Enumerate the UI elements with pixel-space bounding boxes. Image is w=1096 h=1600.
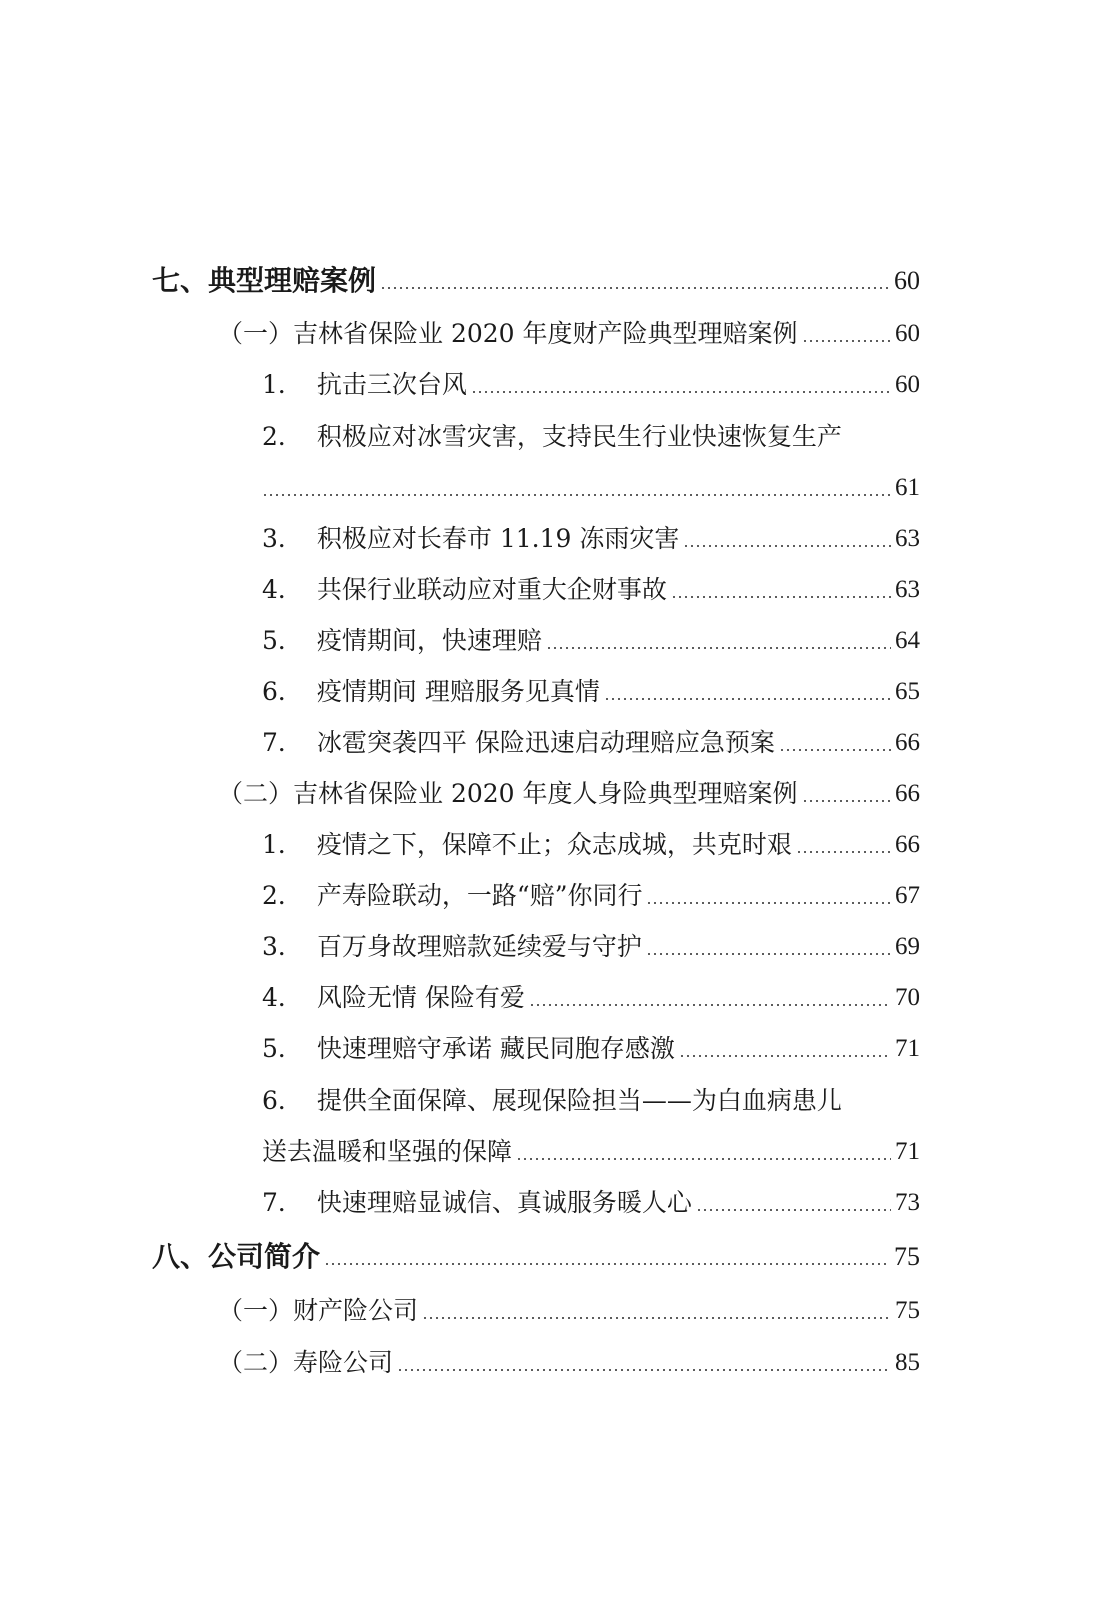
toc-entry-title: （一）吉林省保险业 2020 年度财产险典型理赔案例	[218, 319, 798, 348]
dot-leader	[471, 391, 891, 393]
dot-leader	[516, 1158, 891, 1160]
toc-entry-page: 71	[895, 1035, 920, 1062]
toc-entry-section-7[interactable]	[152, 252, 920, 296]
toc-entry-title: 风险无情 保险有爱	[316, 983, 525, 1012]
toc-entry-7-2[interactable]	[218, 765, 920, 809]
toc-entry-number: 5．	[262, 626, 303, 655]
toc-entry-title: 疫情之下，保障不止；众志成城，共克时艰	[316, 830, 792, 859]
toc-entry-page: 75	[894, 1242, 920, 1271]
toc-entry-page: 71	[895, 1138, 920, 1165]
toc-entry-title: 快速理赔守承诺 藏民同胞存感激	[316, 1034, 675, 1063]
toc-entry-page: 85	[895, 1349, 920, 1376]
toc-entry-section-8[interactable]	[152, 1228, 920, 1272]
toc-entry-title: 积极应对长春市 11.19 冻雨灾害	[316, 524, 680, 553]
toc-entry-7-2-7[interactable]	[262, 1174, 920, 1218]
toc-entry-7-1-7[interactable]	[262, 714, 920, 758]
toc-entry-page: 70	[895, 984, 920, 1011]
toc-entry-number: 3．	[262, 932, 303, 961]
toc-entry-number: 5．	[262, 1034, 303, 1063]
toc-entry-number: 4．	[262, 575, 303, 604]
dot-leader	[397, 1369, 891, 1371]
toc-entry-title: 积极应对冰雪灾害，支持民生行业快速恢复生产	[316, 422, 842, 451]
toc-entry-page: 66	[895, 831, 920, 858]
toc-entry-page: 73	[895, 1189, 920, 1216]
toc-entry-7-2-1[interactable]	[262, 816, 920, 860]
toc-entry-title: 八、公司简介	[152, 1240, 321, 1273]
toc-entry-8-1[interactable]	[218, 1282, 920, 1326]
toc-entry-number: 6．	[262, 677, 303, 706]
toc-entry-7-2-2[interactable]	[262, 867, 920, 911]
toc-entry-number: 7．	[262, 1188, 303, 1217]
toc-entry-7-1-2-line1[interactable]	[262, 408, 842, 452]
toc-entry-7-2-6-line1[interactable]	[262, 1072, 842, 1116]
toc-entry-number: 1．	[262, 370, 303, 399]
toc-entry-7-2-3[interactable]	[262, 918, 920, 962]
toc-entry-7-1[interactable]	[218, 305, 920, 349]
toc-entry-page: 65	[895, 678, 920, 705]
toc-entry-title: 产寿险联动，一路“赔”你同行	[316, 881, 643, 910]
toc-entry-title: 抗击三次台风	[316, 370, 467, 399]
dot-leader	[679, 1055, 891, 1057]
toc-entry-page: 67	[895, 882, 920, 909]
toc-entry-number: 6．	[262, 1086, 303, 1115]
toc-entry-7-2-5[interactable]	[262, 1020, 920, 1064]
toc-entry-page: 66	[895, 780, 920, 807]
toc-entry-7-1-2-line2[interactable]	[262, 459, 920, 503]
toc-entry-7-1-6[interactable]	[262, 663, 920, 707]
dot-leader	[529, 1004, 891, 1006]
toc-entry-page: 63	[895, 525, 920, 552]
dot-leader	[802, 800, 891, 802]
toc-entry-number: 4．	[262, 983, 303, 1012]
toc-entry-number: 3．	[262, 524, 303, 553]
toc-entry-page: 69	[895, 933, 920, 960]
toc-entry-page: 61	[895, 474, 920, 501]
toc-entry-title: 冰雹突袭四平 保险迅速启动理赔应急预案	[316, 728, 775, 757]
toc-entry-7-1-1[interactable]	[262, 356, 920, 400]
toc-entry-title: 疫情期间 理赔服务见真情	[316, 677, 600, 706]
toc-entry-page: 75	[895, 1297, 920, 1324]
dot-leader	[546, 647, 891, 649]
toc-entry-page: 60	[894, 266, 920, 295]
toc-entry-page: 63	[895, 576, 920, 603]
toc-entry-7-2-6-line2[interactable]	[262, 1123, 920, 1167]
dot-leader	[779, 749, 891, 751]
toc-entry-title: 共保行业联动应对重大企财事故	[316, 575, 667, 604]
toc-entry-number: 2．	[262, 422, 303, 451]
toc-entry-title: 快速理赔显诚信、真诚服务暖人心	[316, 1188, 692, 1217]
toc-entry-page: 66	[895, 729, 920, 756]
toc-entry-7-2-4[interactable]	[262, 969, 920, 1013]
dot-leader	[324, 1263, 890, 1265]
toc-entry-page: 60	[895, 320, 920, 347]
toc-entry-7-1-5[interactable]	[262, 612, 920, 656]
dot-leader	[696, 1209, 891, 1211]
toc-entry-title: 百万身故理赔款延续爱与守护	[316, 932, 642, 961]
toc-entry-title: （一）财产险公司	[218, 1296, 419, 1325]
toc-entry-page: 60	[895, 371, 920, 398]
toc-entry-title: 七、典型理赔案例	[152, 264, 377, 297]
dot-leader	[646, 953, 891, 955]
toc-entry-page: 64	[895, 627, 920, 654]
dot-leader	[646, 902, 891, 904]
toc-entry-8-2[interactable]	[218, 1334, 920, 1378]
dot-leader	[683, 545, 891, 547]
toc-entry-title: （二）吉林省保险业 2020 年度人身险典型理赔案例	[218, 779, 798, 808]
toc-entry-number: 2．	[262, 881, 303, 910]
dot-leader	[796, 851, 891, 853]
toc-entry-number: 1．	[262, 830, 303, 859]
dot-leader	[422, 1317, 891, 1319]
toc-entry-number: 7．	[262, 728, 303, 757]
dot-leader	[262, 494, 891, 496]
toc-entry-title: 提供全面保障、展现保险担当——为白血病患儿	[316, 1086, 842, 1115]
dot-leader	[671, 596, 891, 598]
toc-entry-7-1-4[interactable]	[262, 561, 920, 605]
toc-entry-title: （二）寿险公司	[218, 1348, 394, 1377]
toc-entry-title: 疫情期间，快速理赔	[316, 626, 542, 655]
toc-entry-7-1-3[interactable]	[262, 510, 920, 554]
dot-leader	[380, 287, 890, 289]
dot-leader	[802, 340, 891, 342]
toc-entry-title-continued: 送去温暖和坚强的保障	[262, 1137, 513, 1166]
dot-leader	[604, 698, 891, 700]
